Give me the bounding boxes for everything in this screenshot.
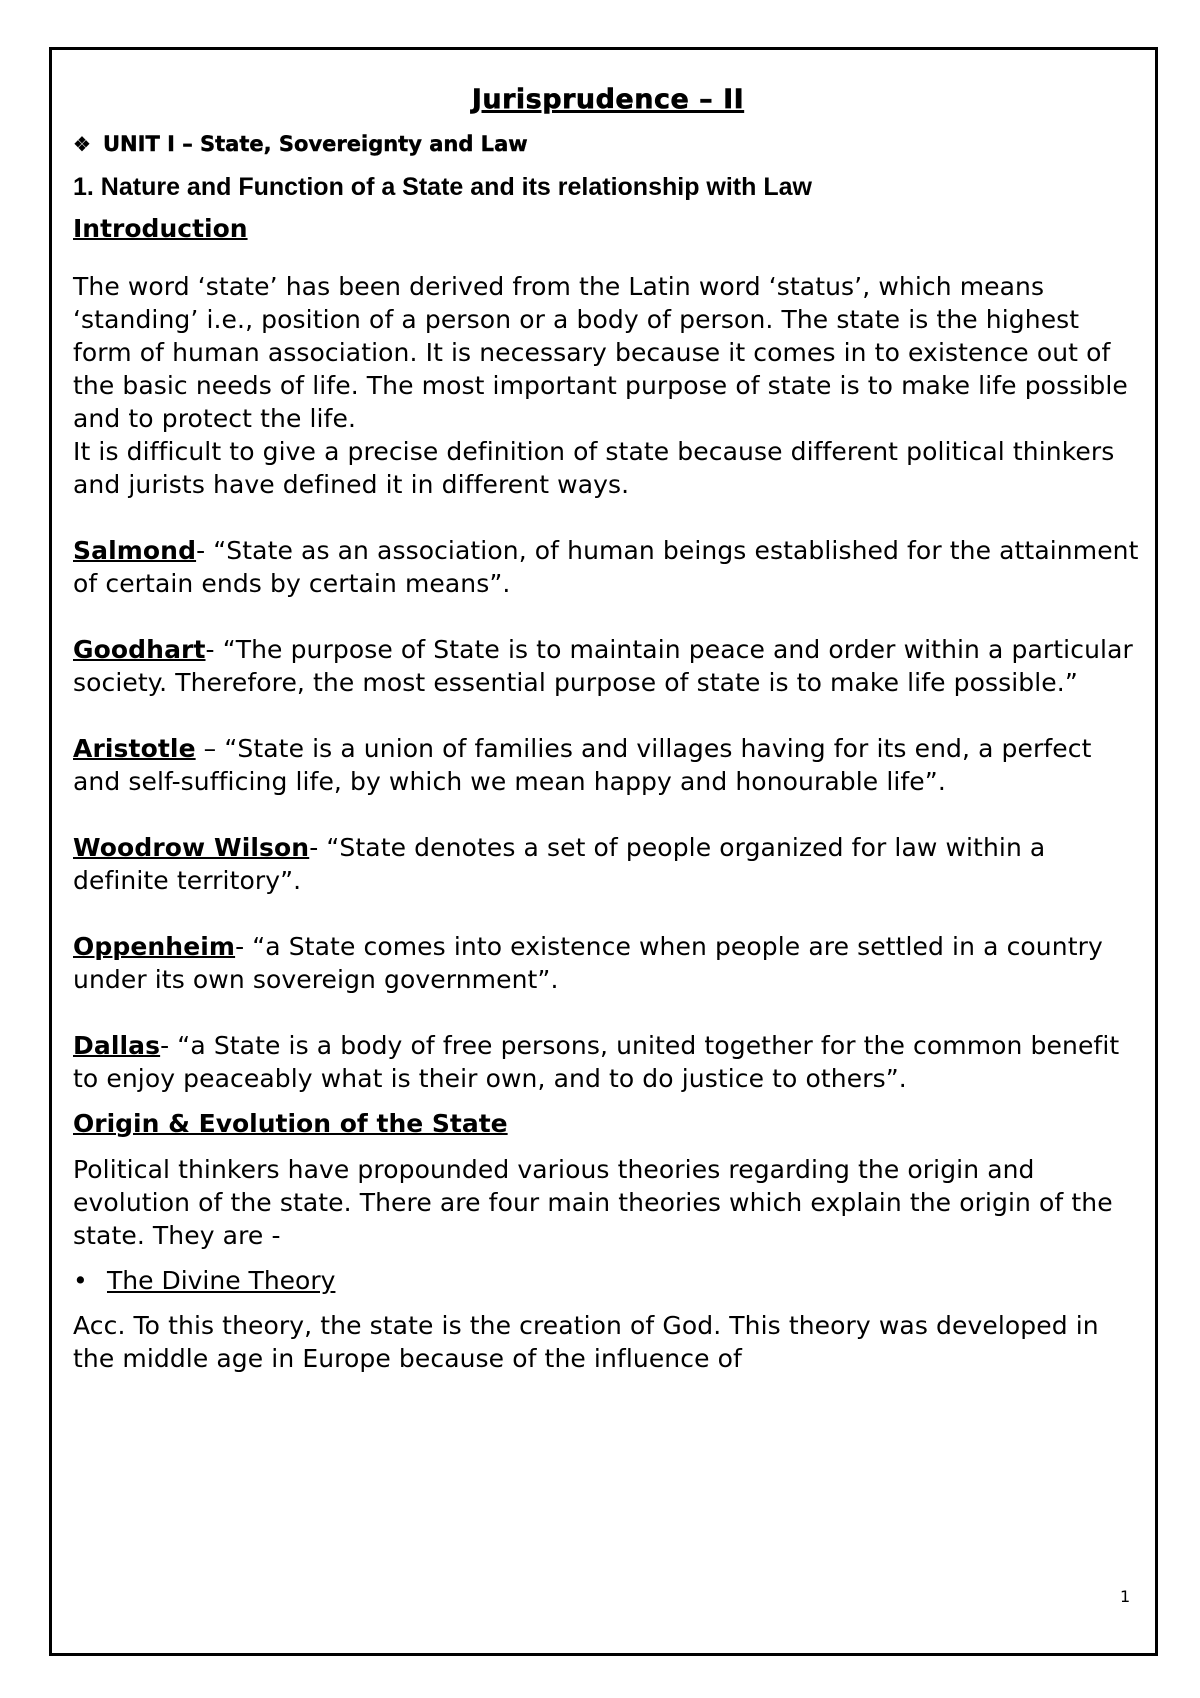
unit-heading-line [73, 128, 1143, 160]
definition-text: “State is a union of families and villages having for its end, a perfect and self-sufficing life, by which we mean happy and honourable life”. [73, 734, 1092, 796]
definition-text: “State denotes a set of people organized for law within a definite territory”. [73, 833, 1046, 895]
definition-woodrow-wilson: Woodrow Wilson- “State denotes a set of people organized for law within a definite territory”. [73, 833, 1046, 895]
list-item [73, 1264, 1143, 1297]
definition-author: Woodrow Wilson [73, 833, 310, 862]
definition-author: Dallas [73, 1031, 161, 1060]
diamond-bullet-icon: ❖ [73, 132, 91, 156]
introduction-paragraph-2: It is difficult to give a precise definition of state because different political thinkers and jurists have defined it in different ways. [73, 437, 1115, 499]
definition-author: Salmond [73, 536, 197, 565]
definition-author: Goodhart [73, 635, 206, 664]
definition-author: Aristotle [73, 734, 196, 763]
unit-heading: UNIT I – State, Sovereignty and Law [103, 132, 528, 156]
definition-aristotle: Aristotle – “State is a union of families and villages having for its end, a perfect and self-sufficing life, by which we mean happy and honourable life”. [73, 734, 1092, 796]
divine-theory-paragraph: Acc. To this theory, the state is the creation of God. This theory was developed in the middle age in Europe because of the influence of [73, 1311, 1099, 1373]
divine-theory-heading: The Divine Theory [107, 1266, 336, 1295]
page-number: 1 [1120, 1587, 1131, 1606]
definition-goodhart: Goodhart- “The purpose of State is to maintain peace and order within a particular society. Therefore, the most essential purpose of state is to make life possible.” [73, 635, 1133, 697]
definition-salmond: Salmond- “State as an association, of human beings established for the attainment of certain ends by certain means”. [73, 536, 1139, 598]
bullet-icon: • [73, 1266, 88, 1295]
origin-paragraph: Political thinkers have propounded various theories regarding the origin and evolution of the state. There are four main theories which explain the origin of the state. They are - [73, 1155, 1113, 1250]
document-title: Jurisprudence – II [471, 84, 745, 115]
definition-dallas: Dallas- “a State is a body of free persons, united together for the common benefit to enjoy peaceably what is their own, and to do justice to others”. [73, 1031, 1120, 1093]
definition-text: “a State comes into existence when people are settled in a country under its own sovereign government”. [73, 932, 1103, 994]
introduction-heading: Introduction [73, 214, 248, 243]
definition-oppenheim: Oppenheim- “a State comes into existence when people are settled in a country under its own sovereign government”. [73, 932, 1103, 994]
definition-author: Oppenheim [73, 932, 236, 961]
definition-text: “The purpose of State is to maintain peace and order within a particular society. Therefore, the most essential purpose of state is to make life possible.” [73, 635, 1133, 697]
definition-text: “a State is a body of free persons, united together for the common benefit to enjoy peaceably what is their own, and to do justice to others”. [73, 1031, 1120, 1093]
origin-heading: Origin & Evolution of the State [73, 1109, 508, 1138]
introduction-paragraph-1: The word ‘state’ has been derived from the Latin word ‘status’, which means ‘standing’ i.e., position of a person or a body of person. The state is the highest form of human association. It is necessary because it comes in to existence out of the basic needs of life. The most important purpose of state is to make life possible and to protect the life. [73, 272, 1128, 433]
chapter-heading: 1. Nature and Function of a State and its relationship with Law [73, 173, 812, 201]
document-body [73, 80, 1143, 1375]
definition-text: “State as an association, of human beings established for the attainment of certain ends by certain means”. [73, 536, 1139, 598]
